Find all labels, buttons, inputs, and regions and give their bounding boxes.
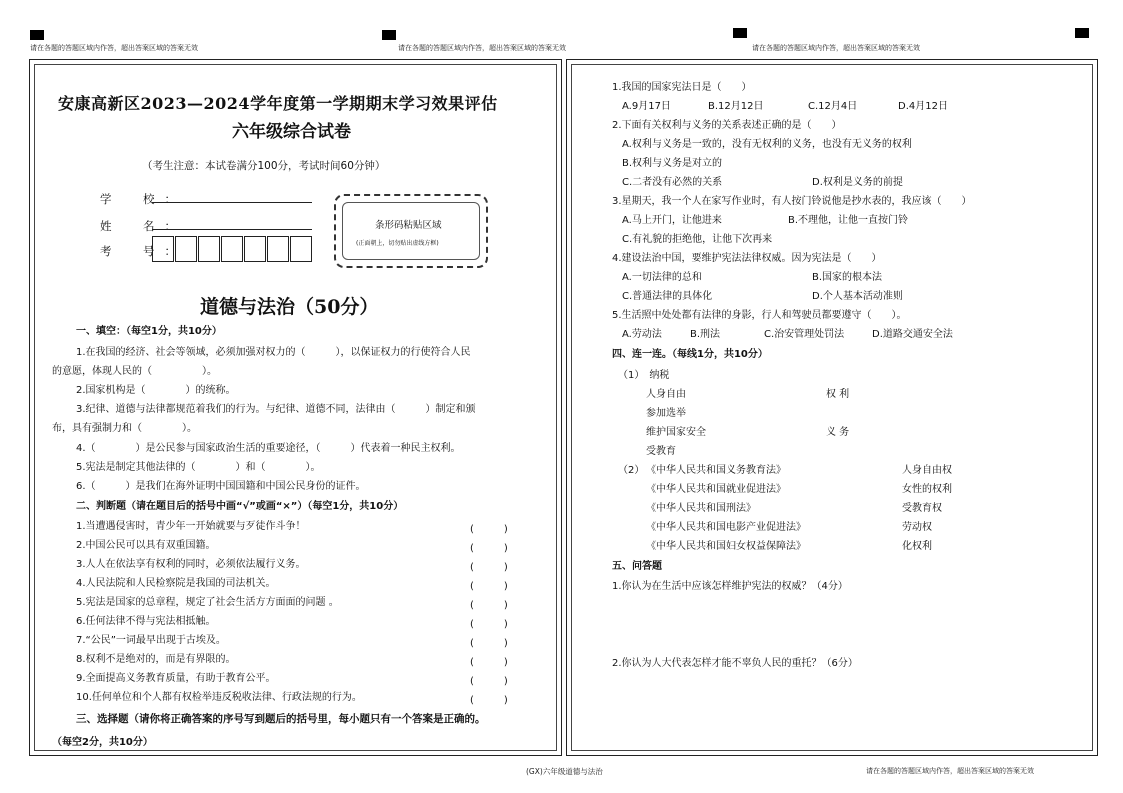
section-4-heading: 四、连一连。（每线1分，共10分） xyxy=(612,349,768,360)
fill-line: 6.（ ）是我们在海外证明中国国籍和中国公民身份的证件。 xyxy=(76,481,366,492)
school-label: 学 校： xyxy=(100,192,186,206)
matching-left-item[interactable]: 人身自由 xyxy=(646,389,686,400)
matching-left-item[interactable]: 《中华人民共和国妇女权益保障法》 xyxy=(646,541,806,552)
judgement-answer-bracket[interactable]: ( ) xyxy=(470,695,508,706)
judgement-item: 10.任何单位和个人都有权检举违反税收法律、行政法规的行为。 xyxy=(76,692,362,703)
matching-left-item[interactable]: 《中华人民共和国刑法》 xyxy=(646,503,756,514)
essay-answer-area-1[interactable] xyxy=(612,598,1072,650)
judgement-item: 7.“公民”一词最早出现于古埃及。 xyxy=(76,635,226,646)
matching-left-item[interactable]: 维护国家安全 xyxy=(646,427,706,438)
choice-option: A.权利与义务是一致的，没有无权利的义务，也没有无义务的权利 xyxy=(622,139,912,150)
essay-answer-area-2[interactable] xyxy=(612,675,1072,745)
subject-title: 道德与法治（50分） xyxy=(200,296,379,318)
fill-line: 布，具有强制力和（ ）。 xyxy=(52,423,197,434)
matching-left-item[interactable]: 《中华人民共和国义务教育法》 xyxy=(646,465,786,476)
exam-number-box[interactable] xyxy=(244,236,266,262)
choice-question-2: 2.下面有关权利与义务的关系表述正确的是（ ） xyxy=(612,120,842,131)
matching-right-item[interactable]: 受教育权 xyxy=(902,503,942,514)
judgement-answer-bracket[interactable]: ( ) xyxy=(470,657,508,668)
matching-right-item[interactable]: 女性的权利 xyxy=(902,484,952,495)
section-5-heading: 五、问答题 xyxy=(612,561,662,572)
judgement-item: 9.全面提高义务教育质量，有助于教育公平。 xyxy=(76,673,276,684)
judgement-item: 2.中国公民可以具有双重国籍。 xyxy=(76,540,216,551)
choice-option: D.个人基本活动准则 xyxy=(812,291,903,302)
exam-number-box[interactable] xyxy=(152,236,174,262)
matching-part-1-label: （1） 纳税 xyxy=(618,370,670,381)
choice-option: C.有礼貌的拒绝他，让他下次再来 xyxy=(622,234,773,245)
barcode-hint: (正面朝上，切勿贴出虚线方框) xyxy=(356,240,439,247)
registration-marker xyxy=(733,28,747,38)
registration-marker xyxy=(382,30,396,40)
matching-right-item[interactable]: 人身自由权 xyxy=(902,465,952,476)
footer-answer-area-notice: 请在各题的答题区域内作答，超出答案区域的答案无效 xyxy=(866,767,1034,775)
matching-left-item[interactable]: 参加选举 xyxy=(646,408,686,419)
judgement-item: 5.宪法是国家的总章程，规定了社会生活方方面面的问题 。 xyxy=(76,597,339,608)
fill-line: 的意愿，体现人民的（ ）。 xyxy=(52,366,217,377)
choice-option: C.12月4日 xyxy=(808,101,858,112)
name-label: 姓 名： xyxy=(100,219,186,233)
fill-line: 3.纪律、道德与法律都规范着我们的行为。与纪律、道德不同，法律由（ ）制定和颁 xyxy=(76,404,476,415)
exam-number-label: 考 号： xyxy=(100,244,186,258)
choice-option: B.权利与义务是对立的 xyxy=(622,158,723,169)
essay-question-1: 1.你认为在生活中应该怎样维护宪法的权威？（4分） xyxy=(612,581,848,592)
judgement-answer-bracket[interactable]: ( ) xyxy=(470,676,508,687)
matching-right-item[interactable]: 化权利 xyxy=(902,541,932,552)
fill-line: 1.在我国的经济、社会等领域，必须加强对权力的（ ），以保证权力的行使符合人民 xyxy=(76,347,471,358)
judgement-item: 6.任何法律不得与宪法相抵触。 xyxy=(76,616,216,627)
choice-option: D.道路交通安全法 xyxy=(872,329,953,340)
barcode-label: 条形码粘贴区域 xyxy=(375,220,442,231)
exam-subtitle: 六年级综合试卷 xyxy=(232,122,351,142)
matching-left-item[interactable]: 受教育 xyxy=(646,446,676,457)
registration-marker xyxy=(30,30,44,40)
answer-area-notice: 请在各题的答题区域内作答，超出答案区域的答案无效 xyxy=(30,44,198,52)
school-input-line[interactable] xyxy=(152,202,312,203)
section-2-heading: 二、判断题（请在题目后的括号中画“√”或画“×”）（每空1分，共10分） xyxy=(76,501,404,512)
matching-part-2-label: （2） xyxy=(618,465,645,476)
choice-option: A.劳动法 xyxy=(622,329,662,340)
choice-option: D.权利是义务的前提 xyxy=(812,177,903,188)
matching-right-item[interactable]: 义 务 xyxy=(826,427,850,438)
exam-number-box[interactable] xyxy=(267,236,289,262)
judgement-answer-bracket[interactable]: ( ) xyxy=(470,581,508,592)
registration-marker xyxy=(1075,28,1089,38)
judgement-item: 4.人民法院和人民检察院是我国的司法机关。 xyxy=(76,578,276,589)
exam-title: 安康高新区2023—2024学年度第一学期期末学习效果评估 xyxy=(58,94,498,113)
choice-question-1: 1.我国的国家宪法日是（ ） xyxy=(612,82,752,93)
choice-question-5: 5.生活照中处处都有法律的身影，行人和驾驶员都要遵守（ ）。 xyxy=(612,310,907,321)
fill-line: 2.国家机构是（ ）的统称。 xyxy=(76,385,236,396)
choice-option: A.9月17日 xyxy=(622,101,671,112)
judgement-answer-bracket[interactable]: ( ) xyxy=(470,619,508,630)
judgement-item: 8.权利不是绝对的，而是有界限的。 xyxy=(76,654,236,665)
fill-line: 4.（ ）是公民参与国家政治生活的重要途径，（ ）代表着一种民主权利。 xyxy=(76,443,461,454)
matching-right-item[interactable]: 权 利 xyxy=(826,389,850,400)
essay-question-2: 2.你认为人大代表怎样才能不辜负人民的重托？（6分） xyxy=(612,658,858,669)
matching-right-item[interactable]: 劳动权 xyxy=(902,522,932,533)
judgement-answer-bracket[interactable]: ( ) xyxy=(470,600,508,611)
fill-line: 5.宪法是制定其他法律的（ ）和（ ）。 xyxy=(76,462,321,473)
judgement-answer-bracket[interactable]: ( ) xyxy=(470,524,508,535)
choice-question-3: 3.星期天，我一个人在家写作业时，有人按门铃说他是抄水表的，我应该（ ） xyxy=(612,196,972,207)
choice-option: B.刑法 xyxy=(690,329,721,340)
exam-note: （考生注意：本试卷满分100分，考试时间60分钟） xyxy=(142,160,386,172)
choice-option: B.12月12日 xyxy=(708,101,764,112)
matching-left-item[interactable]: 《中华人民共和国就业促进法》 xyxy=(646,484,786,495)
choice-option: A.马上开门，让他进来 xyxy=(622,215,722,226)
judgement-item: 1.当遭遇侵害时，青少年一开始就要与歹徒作斗争！ xyxy=(76,521,306,532)
section-3-heading: 三、选择题（请你将正确答案的序号写到题后的括号里，每小题只有一个答案是正确的。 xyxy=(76,713,486,725)
exam-number-box[interactable] xyxy=(198,236,220,262)
choice-option: C.治安管理处罚法 xyxy=(764,329,845,340)
name-input-line[interactable] xyxy=(152,229,312,230)
exam-number-box[interactable] xyxy=(175,236,197,262)
choice-option: D.4月12日 xyxy=(898,101,948,112)
answer-area-notice: 请在各题的答题区域内作答，超出答案区域的答案无效 xyxy=(398,44,566,52)
choice-option: B.国家的根本法 xyxy=(812,272,883,283)
choice-option: B.不理他，让他一直按门铃 xyxy=(788,215,909,226)
choice-option: C.普通法律的具体化 xyxy=(622,291,713,302)
section-1-heading: 一、填空：（每空1分，共10分） xyxy=(76,326,222,337)
choice-option: C.二者没有必然的关系 xyxy=(622,177,723,188)
choice-question-4: 4.建设法治中国，要维护宪法法律权威。因为宪法是（ ） xyxy=(612,253,882,264)
judgement-answer-bracket[interactable]: ( ) xyxy=(470,638,508,649)
section-3-score: （每空2分，共10分） xyxy=(52,737,153,748)
exam-number-box[interactable] xyxy=(290,236,312,262)
answer-area-notice: 请在各题的答题区域内作答，超出答案区域的答案无效 xyxy=(752,44,920,52)
matching-left-item[interactable]: 《中华人民共和国电影产业促进法》 xyxy=(646,522,806,533)
choice-option: A.一切法律的总和 xyxy=(622,272,702,283)
exam-number-box[interactable] xyxy=(221,236,243,262)
judgement-answer-bracket[interactable]: ( ) xyxy=(470,543,508,554)
judgement-item: 3.人人在依法享有权利的同时，必须依法履行义务。 xyxy=(76,559,306,570)
judgement-answer-bracket[interactable]: ( ) xyxy=(470,562,508,573)
footer-subject: (GX)六年级道德与法治 xyxy=(526,767,603,776)
barcode-area-inner xyxy=(342,202,480,260)
